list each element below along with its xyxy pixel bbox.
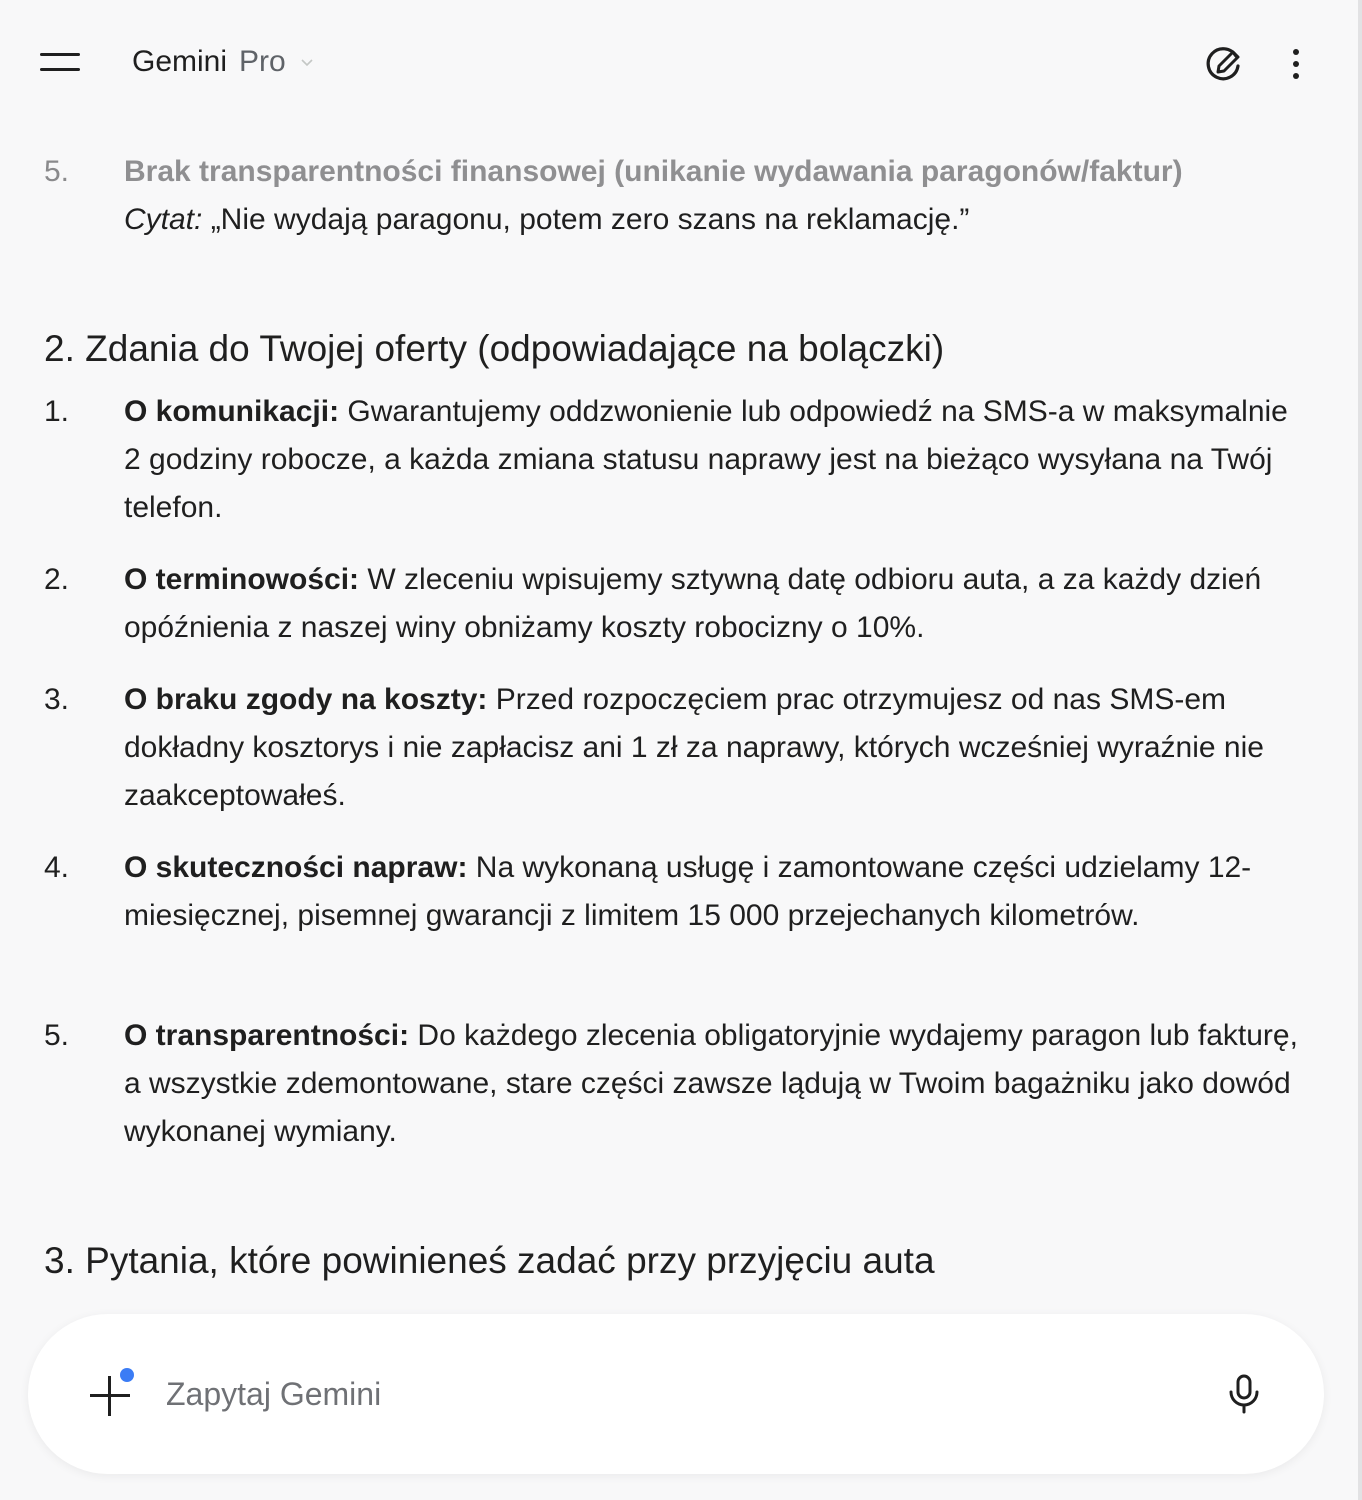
list-item-lead: O transparentności: [124, 1019, 410, 1052]
menu-icon[interactable] [28, 34, 92, 90]
notification-dot [120, 1368, 134, 1382]
edit-icon [1202, 42, 1246, 86]
window-edge [1358, 0, 1362, 1500]
list-item-lead: O terminowości: [124, 563, 360, 596]
list-item [44, 556, 1304, 652]
model-name: Pro [239, 45, 286, 78]
list-item [44, 676, 1304, 820]
list-item [44, 148, 1304, 244]
list-item [44, 388, 1304, 532]
new-chat-button[interactable] [1198, 38, 1250, 90]
list-item-text: Gwarantujemy oddzwonienie lub odpowiedź na SMS-a w maksymalnie 2 godziny robocze, a każda zmiana statusu naprawy jest na bieżąco wysyłana na Twój telefon. [124, 395, 1288, 524]
list-item-lead: O skuteczności napraw: [124, 851, 468, 884]
list-item-text: W zleceniu wpisujemy sztywną datę odbioru auta, a za każdy dzień opóźnienia z naszej winy obniżamy koszty robocizny o 10%. [124, 563, 1262, 644]
quote-text: „Nie wydają paragonu, potem zero szans na reklamację.” [202, 203, 970, 236]
section-heading: 2. Zdania do Twojej oferty (odpowiadające na bolączki) [44, 328, 945, 369]
list-item-lead: O braku zgody na koszty: [124, 683, 488, 716]
model-selector[interactable] [132, 44, 314, 80]
mic-icon [1226, 1372, 1262, 1416]
plus-icon[interactable] [84, 1368, 136, 1420]
mic-button[interactable] [1218, 1366, 1270, 1422]
list-number: 5. [44, 155, 70, 188]
chevron-down-icon [300, 55, 314, 69]
top-app-bar [0, 0, 1358, 124]
list-item [44, 844, 1304, 940]
list-item-lead: O komunikacji: [124, 395, 340, 428]
list-item-text: Przed rozpoczęciem prac otrzymujesz od nas SMS-em dokładny kosztorys i nie zapłacisz ani 1 zł za naprawy, których wcześniej wyraźnie nie zaakceptowałeś. [124, 683, 1264, 812]
more-vert-icon[interactable] [1272, 38, 1320, 90]
list-number: 5. [44, 1019, 70, 1052]
list-number: 3. [44, 683, 70, 716]
list-item [44, 1012, 1304, 1156]
quote-label: Cytat: [124, 203, 203, 236]
prompt-bar [28, 1314, 1324, 1474]
list-item-text: Na wykonaną usługę i zamontowane części udzielamy 12-miesięcznej, pisemnej gwarancji z limitem 15 000 przejechanych kilometrów. [124, 851, 1252, 932]
list-number: 1. [44, 395, 70, 428]
list-item-title: Brak transparentności finansowej (unikanie wydawania paragonów/faktur) [124, 155, 1183, 188]
prompt-input[interactable] [166, 1366, 1186, 1422]
app-title: Gemini [132, 45, 228, 78]
list-item-text: Do każdego zlecenia obligatoryjnie wydajemy paragon lub fakturę, a wszystkie zdemontowane, stare części zawsze lądują w Twoim bagażniku jako dowód wykonanej wymiany. [124, 1019, 1298, 1148]
section-heading: 3. Pytania, które powinieneś zadać przy przyjęciu auta [44, 1240, 935, 1281]
list-number: 2. [44, 563, 70, 596]
list-number: 4. [44, 851, 70, 884]
